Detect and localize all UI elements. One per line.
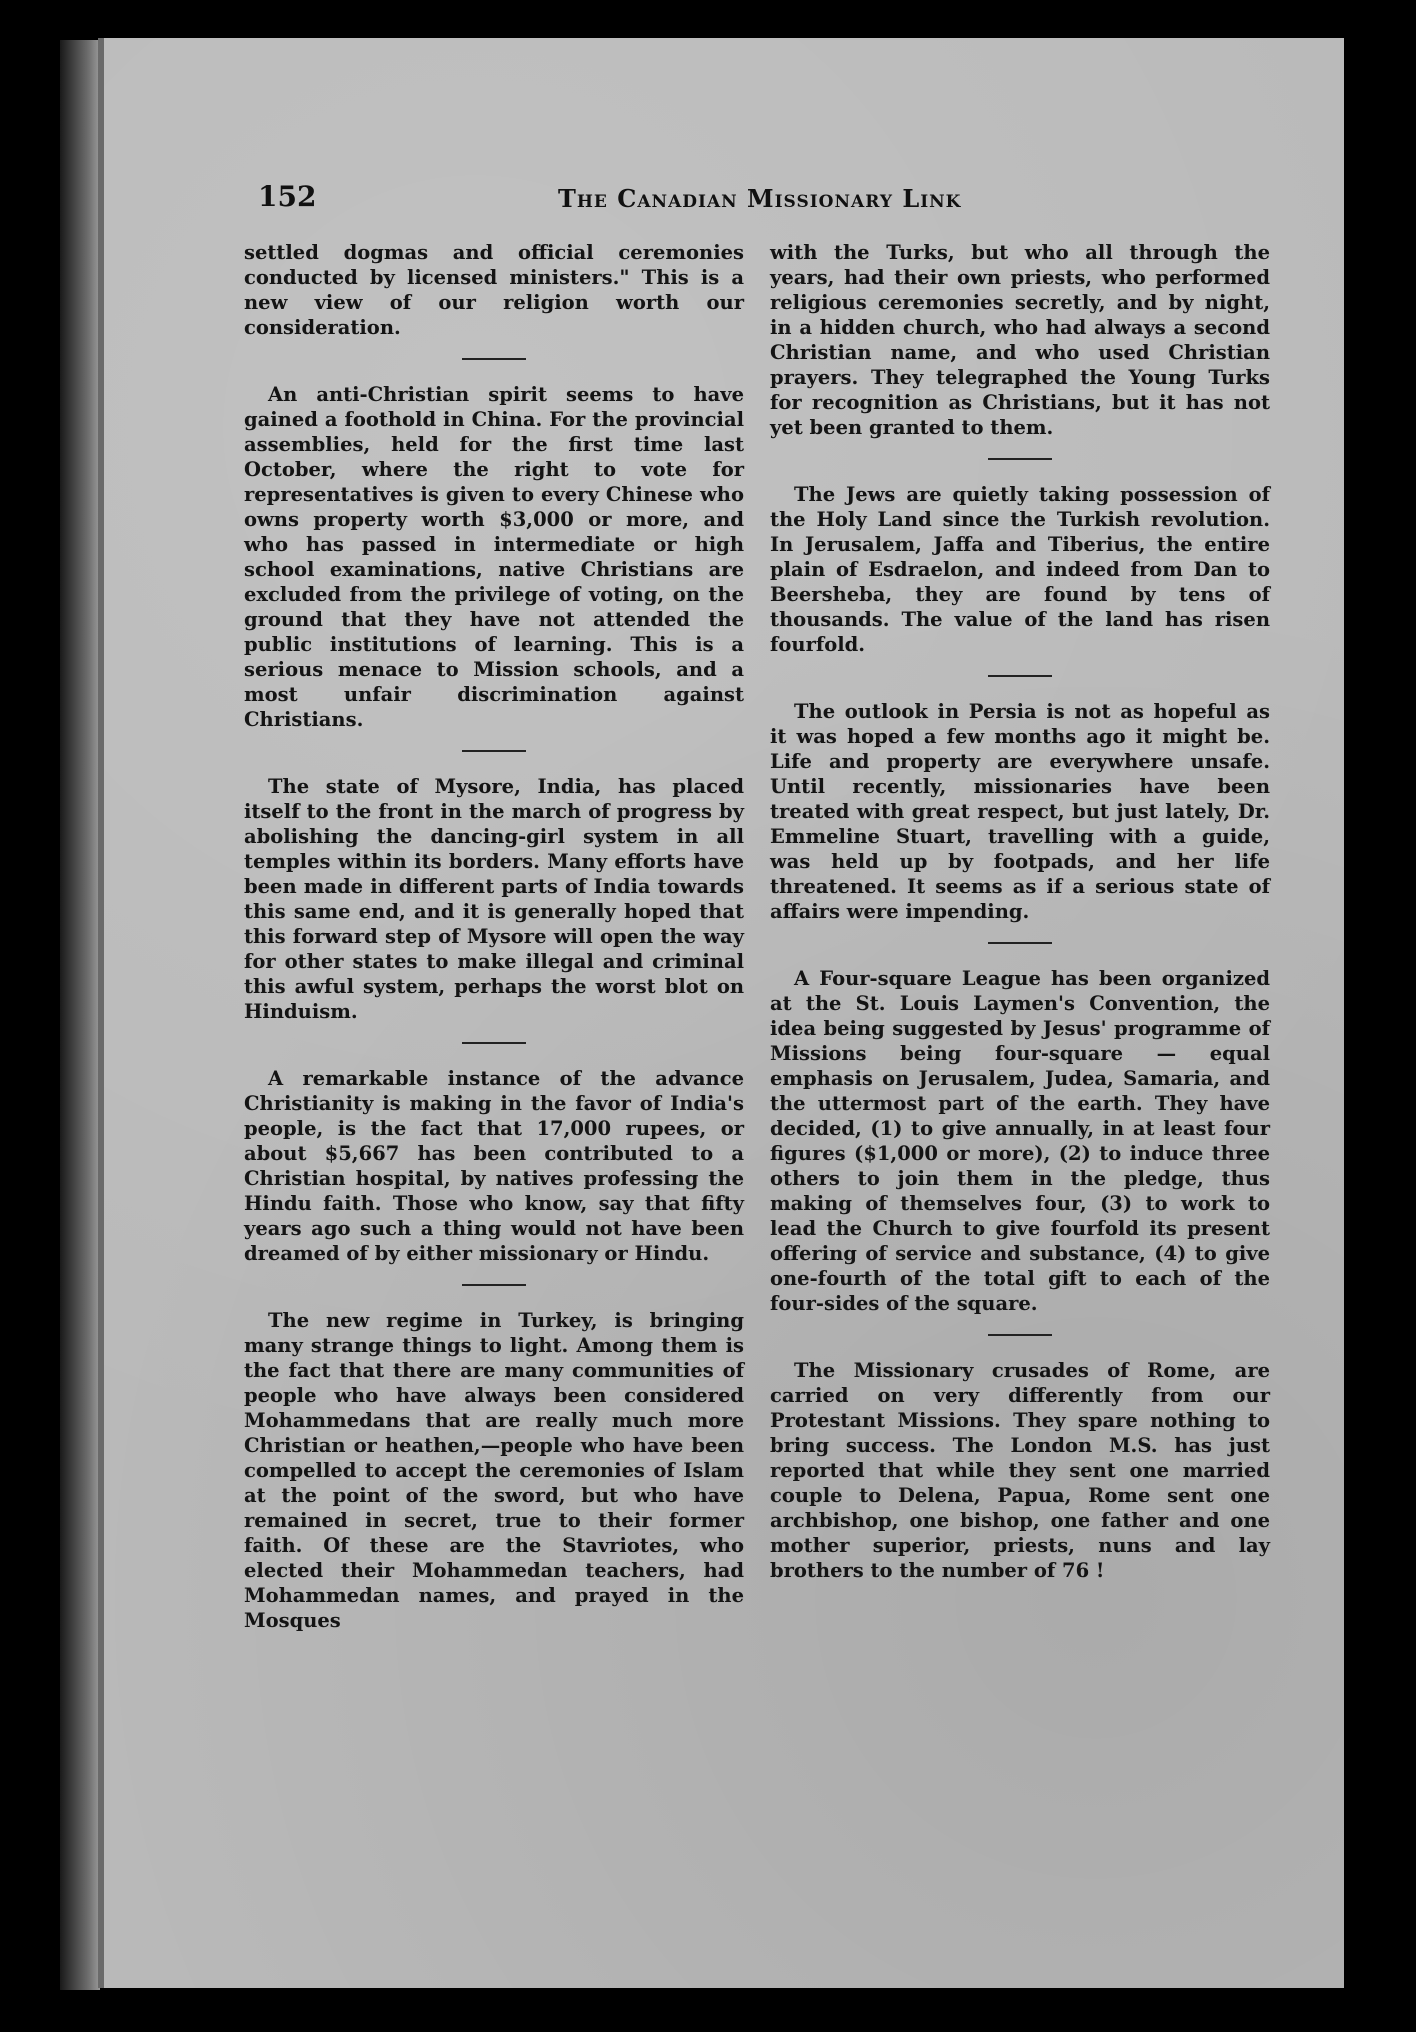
right-paragraph-4: A Four-square League has been organized at the St. Louis Laymen's Convention, the idea being suggested by Jesus' programme of Missions being four-square — equal emphasis on Jerusalem, Judea, Samaria, and the uttermost part of the earth. They have decided, (1) to give annually, in at least four figures ($1,000 or more), (2) to induce three others to join them in the pledge, thus making of themselves four, (3) to work to lead the Church to give fourfold its present offering of service and substance, (4) to give one-fourth of the total gift to each of the four-sides of the square. [770, 967, 1270, 1315]
section-divider [462, 1042, 526, 1044]
journal-title: The Canadian Missionary Link [558, 184, 962, 213]
right-paragraph-2: The Jews are quietly taking possession of the Holy Land since the Turkish revolution. In Jerusalem, Jaffa and Tiberius, the entire plain of Esdraelon, and indeed from Dan to Beersheba, they are found by tens of thousands. The value of the land has risen fourfold. [770, 483, 1270, 656]
section-divider [988, 1334, 1052, 1336]
left-paragraph-4: A remarkable instance of the advance Christianity is making in the favor of India's people, is the fact that 17,000 rupees, or about $5,667 has been contributed to a Christian hospital, by natives professing the Hindu faith. Those who know, say that fifty years ago such a thing would not have been dreamed of by either missionary or Hindu. [244, 1067, 744, 1265]
section-divider [988, 458, 1052, 460]
page-edge-shadow [60, 40, 100, 1990]
page-number: 152 [258, 180, 317, 213]
right-column [770, 240, 1270, 1583]
section-divider [988, 942, 1052, 944]
section-divider [988, 675, 1052, 677]
right-paragraph-1: with the Turks, but who all through the years, had their own priests, who performed religious ceremonies secretly, and by night, in a hidden church, who had always a second Christian name, and who used Christian prayers. They telegraphed the Young Turks for recognition as Christians, but it has not yet been granted to them. [770, 241, 1270, 439]
left-paragraph-2: An anti-Christian spirit seems to have gained a foothold in China. For the provincial assemblies, held for the first time last October, where the right to vote for representatives is given to every Chinese who owns property worth $3,000 or more, and who has passed in intermediate or high school examinations, native Christians are excluded from the privilege of voting, on the ground that they have not attended the public institutions of learning. This is a serious menace to Mission schools, and a most unfair discrimination against Christians. [244, 383, 744, 731]
left-paragraph-1: settled dogmas and official ceremonies conducted by licensed ministers." This is a new view of our religion worth our consideration. [244, 241, 744, 339]
right-paragraph-3: The outlook in Persia is not as hopeful as it was hoped a few months ago it might be. Life and property are everywhere unsafe. Until recently, missionaries have been treated with great respect, but just lately, Dr. Emmeline Stuart, travelling with a guide, was held up by footpads, and her life threatened. It seems as if a serious state of affairs were impending. [770, 700, 1270, 923]
left-paragraph-5: The new regime in Turkey, is bringing many strange things to light. Among them is the fact that there are many communities of people who have always been considered Mohammedans that are really much more Christian or heathen,—people who have been compelled to accept the ceremonies of Islam at the point of the sword, but who have remained in secret, true to their former faith. Of these are the Stavriotes, who elected their Mohammedan teachers, had Mohammedan names, and prayed in the Mosques [244, 1309, 744, 1632]
running-head [258, 180, 1018, 220]
section-divider [462, 358, 526, 360]
left-column [244, 240, 744, 1633]
right-paragraph-5: The Missionary crusades of Rome, are carried on very differently from our Protestant Missions. They spare nothing to bring success. The London M.S. has just reported that while they sent one married couple to Delena, Papua, Rome sent one archbishop, one bishop, one father and one mother superior, priests, nuns and lay brothers to the number of 76 ! [770, 1359, 1270, 1582]
section-divider [462, 1284, 526, 1286]
section-divider [462, 750, 526, 752]
left-paragraph-3: The state of Mysore, India, has placed itself to the front in the march of progress by abolishing the dancing-girl system in all temples within its borders. Many efforts have been made in different parts of India towards this same end, and it is generally hoped that this forward step of Mysore will open the way for other states to make illegal and criminal this awful system, perhaps the worst blot on Hinduism. [244, 775, 744, 1023]
